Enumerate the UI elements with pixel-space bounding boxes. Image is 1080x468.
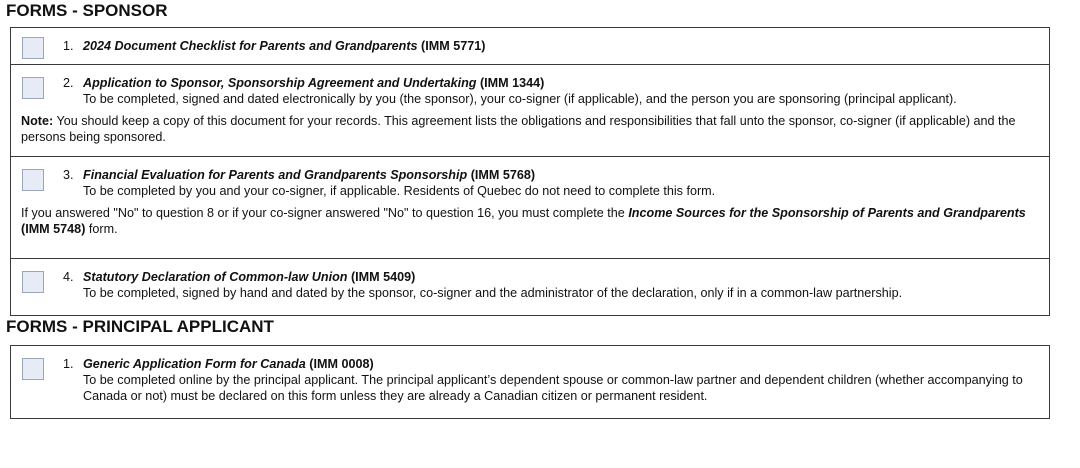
- form-title: Generic Application Form for Canada: [83, 357, 306, 371]
- form-code: (IMM 5409): [350, 270, 416, 284]
- checklist-checkbox[interactable]: [22, 169, 44, 191]
- sponsor-section-heading: FORMS - SPONSOR: [6, 1, 168, 20]
- item-title-line: [63, 75, 1039, 91]
- list-item: [11, 28, 1049, 64]
- condition-suffix: form.: [85, 222, 118, 236]
- list-item: [11, 64, 1049, 156]
- list-item: [11, 156, 1049, 258]
- item-number: 4.: [63, 270, 74, 284]
- note-label: Note:: [21, 114, 54, 128]
- form-title: Financial Evaluation for Parents and Grandparents Sponsorship: [83, 168, 468, 182]
- condition-text: If you answered "No" to question 8 or if your co-signer answered "No" to question 16, you must complete the: [21, 206, 629, 220]
- form-note: [21, 113, 1039, 145]
- checklist-checkbox[interactable]: [22, 358, 44, 380]
- form-title: 2024 Document Checklist for Parents and Grandparents: [83, 39, 418, 53]
- form-code: (IMM 0008): [309, 357, 374, 371]
- sponsor-forms-list: [10, 27, 1050, 316]
- item-title-line: [63, 167, 1039, 183]
- form-title: Application to Sponsor, Sponsorship Agreement and Undertaking: [83, 76, 477, 90]
- form-title: Statutory Declaration of Common-law Union: [83, 270, 348, 284]
- referenced-form-code: (IMM 5748): [21, 222, 86, 236]
- item-number: 1.: [63, 39, 74, 53]
- form-condition-note: [21, 205, 1039, 237]
- note-text: You should keep a copy of this document for your records. This agreement lists the obligations and responsibilities that fall unto the sponsor, co-signer (if applicable) and the persons being sponsored.: [21, 114, 1016, 144]
- form-code: (IMM 5771): [421, 39, 486, 53]
- form-description: To be completed, signed by hand and dated by the sponsor, co-signer and the administrator of the declaration, only if in a common-law partnership.: [83, 286, 903, 300]
- item-number: 3.: [63, 168, 74, 182]
- item-number: 2.: [63, 76, 74, 90]
- item-title-line: [63, 356, 1039, 372]
- list-item: [11, 346, 1049, 418]
- form-description: To be completed online by the principal applicant. The principal applicant’s dependent spouse or common-law partner and dependent children (whether accompanying to Canada or not) must be declared on this form unless they are already a Canadian citizen or permanent resident.: [83, 373, 1023, 403]
- applicant-section-heading: FORMS - PRINCIPAL APPLICANT: [6, 317, 274, 336]
- form-code: (IMM 5768): [470, 168, 536, 182]
- form-code: (IMM 1344): [479, 76, 545, 90]
- checklist-checkbox[interactable]: [22, 77, 44, 99]
- referenced-form-title: Income Sources for the Sponsorship of Parents and Grandparents: [628, 206, 1026, 220]
- item-title-line: [63, 38, 1039, 54]
- list-item: [11, 258, 1049, 315]
- checklist-checkbox[interactable]: [22, 271, 44, 293]
- applicant-forms-list: [10, 345, 1050, 419]
- item-title-line: [63, 269, 1039, 285]
- item-number: 1.: [63, 357, 74, 371]
- form-description: To be completed, signed and dated electronically by you (the sponsor), your co-signer (if applicable), and the person you are sponsoring (principal applicant).: [83, 92, 957, 106]
- checklist-checkbox[interactable]: [22, 37, 44, 59]
- form-description: To be completed by you and your co-signer, if applicable. Residents of Quebec do not need to complete this form.: [83, 184, 716, 198]
